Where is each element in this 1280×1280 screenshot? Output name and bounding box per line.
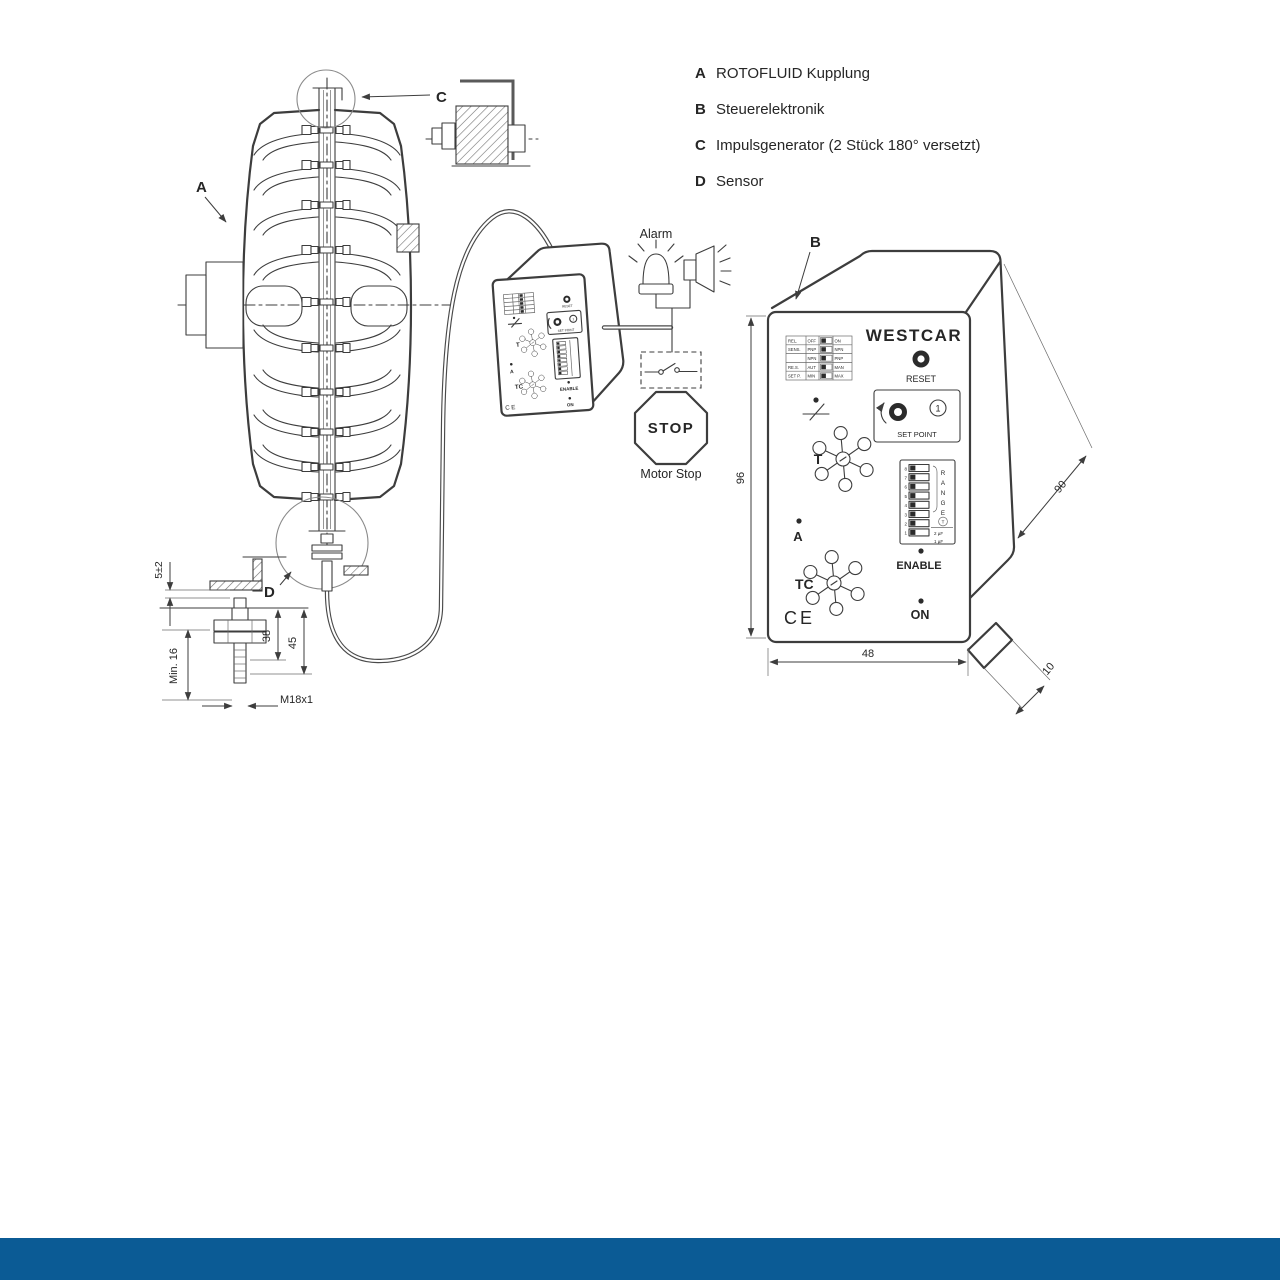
svg-text:E: E xyxy=(940,510,946,517)
chamber-opening-right xyxy=(351,286,407,326)
svg-text:5: 5 xyxy=(904,493,907,499)
bracket-horizontal-leg xyxy=(210,581,262,590)
svg-text:PNP: PNP xyxy=(807,347,817,353)
svg-text:N: N xyxy=(940,490,946,497)
alarm-label: Alarm xyxy=(639,227,673,241)
svg-text:OFF: OFF xyxy=(807,338,816,344)
bottom-accent-bar xyxy=(0,1238,1280,1280)
remote-dip-legend-table xyxy=(503,293,534,315)
dim-min16-label: Min. 16 xyxy=(168,647,180,685)
sensor-at-coupling xyxy=(309,531,368,591)
legend-key: A xyxy=(695,65,706,82)
leader-arrow-c xyxy=(362,95,430,97)
dim-width-label: 48 xyxy=(861,648,875,660)
set-point-panel xyxy=(874,390,960,442)
remote-reset-label: RESET xyxy=(561,303,573,309)
brand-label: WESTCAR xyxy=(865,326,963,345)
legend xyxy=(695,65,980,190)
reset-label: RESET xyxy=(905,374,937,384)
legend-label: Steuerelektronik xyxy=(716,101,825,118)
svg-text:1: 1 xyxy=(904,530,907,536)
detail-callout-circle-top xyxy=(297,70,355,128)
svg-text:SET POINT: SET POINT xyxy=(557,327,575,333)
control-unit xyxy=(768,234,1014,668)
a-led xyxy=(796,518,801,523)
dim-thread-label: M18x1 xyxy=(280,694,314,706)
legend-key: D xyxy=(695,173,706,190)
svg-text:1: 1 xyxy=(935,403,941,414)
leader-arrow-d xyxy=(280,572,291,585)
svg-text:NPN: NPN xyxy=(834,347,844,353)
svg-text:RE.S.: RE.S. xyxy=(788,364,799,370)
on-led xyxy=(918,598,923,603)
chamber-opening-left xyxy=(246,286,302,326)
svg-text:MAN: MAN xyxy=(834,364,844,370)
mounting-tab xyxy=(968,623,1012,668)
dim-38-label: 38 xyxy=(261,629,273,643)
leader-arrow-a xyxy=(205,197,226,222)
svg-text:1: 1 xyxy=(572,317,575,322)
remote-on-label: ON xyxy=(566,402,574,408)
remote-a-label: A xyxy=(509,369,514,376)
svg-text:NPN: NPN xyxy=(807,356,817,361)
remote-t-label: T xyxy=(515,341,520,349)
tc-dial-label: TC xyxy=(795,576,814,592)
coupling-hub xyxy=(206,262,243,348)
svg-text:MAX: MAX xyxy=(834,373,844,379)
coupling-bolts xyxy=(302,126,350,502)
svg-text:2: 2 xyxy=(904,521,907,527)
svg-text:6: 6 xyxy=(904,484,907,490)
coupling-hub-step xyxy=(186,275,206,335)
legend-label: ROTOFLUID Kupplung xyxy=(716,65,870,82)
svg-text:G: G xyxy=(940,500,946,507)
remote-ce-mark: CE xyxy=(505,403,518,412)
svg-text:8: 8 xyxy=(904,466,907,472)
dim-depth-label: 90 xyxy=(1052,478,1070,496)
beacon-lamp-icon xyxy=(629,240,683,294)
sensor-body xyxy=(214,598,266,683)
filler-plug xyxy=(397,224,419,252)
t-dial-label: T xyxy=(813,451,823,467)
horn-icon xyxy=(684,245,731,292)
ground-hatch xyxy=(344,566,368,575)
dim-45-label: 45 xyxy=(287,636,299,650)
svg-text:R: R xyxy=(940,470,946,477)
svg-text:ON: ON xyxy=(834,338,841,344)
svg-text:REL.: REL. xyxy=(788,338,798,344)
sensor-detail xyxy=(153,557,313,706)
svg-text:7: 7 xyxy=(904,475,907,481)
remote-enable-label: ENABLE xyxy=(559,385,579,392)
svg-text:AUT: AUT xyxy=(807,364,816,370)
svg-text:MIN: MIN xyxy=(807,373,816,379)
set-point-label: SET POINT xyxy=(897,430,937,439)
remote-tc-label: TC xyxy=(514,383,524,392)
enable-label: ENABLE xyxy=(896,560,942,572)
coupling-drawing xyxy=(178,70,450,601)
svg-text:2 µF: 2 µF xyxy=(934,531,944,536)
dim-height-label: 96 xyxy=(735,471,747,485)
legend-key: B xyxy=(695,101,706,118)
remote-set-point xyxy=(547,310,582,334)
dim-gap-label: 5±2 xyxy=(153,561,165,579)
callout-letter-a: A xyxy=(196,179,207,196)
svg-text:3: 3 xyxy=(904,512,907,518)
legend-label: Sensor xyxy=(716,173,764,190)
ce-mark: CE xyxy=(784,608,816,628)
svg-text:4: 4 xyxy=(904,503,907,509)
callout-letter-b: B xyxy=(810,234,821,251)
callout-letter-d: D xyxy=(264,584,275,601)
dim-tab-label: 10 xyxy=(1040,660,1058,678)
stop-sign xyxy=(635,392,707,464)
legend-label: Impulsgenerator (2 Stück 180° versetzt) xyxy=(716,137,981,154)
dip-switch-bank xyxy=(900,460,955,544)
svg-text:PNP: PNP xyxy=(834,356,844,361)
legend-key: C xyxy=(695,137,706,154)
svg-text:1 µF: 1 µF xyxy=(934,539,944,544)
on-label: ON xyxy=(910,608,930,622)
svg-text:SET P.: SET P. xyxy=(788,373,801,379)
svg-text:T: T xyxy=(941,519,945,525)
stop-label: STOP xyxy=(647,420,695,437)
svg-text:A: A xyxy=(940,480,946,487)
relay-contact xyxy=(641,352,701,388)
callout-letter-c: C xyxy=(436,89,447,106)
dip-legend-table xyxy=(786,336,852,380)
motor-stop-label: Motor Stop xyxy=(640,467,702,481)
enable-led xyxy=(918,548,923,553)
a-led-label: A xyxy=(793,529,803,544)
svg-text:SENS.: SENS. xyxy=(788,347,801,353)
